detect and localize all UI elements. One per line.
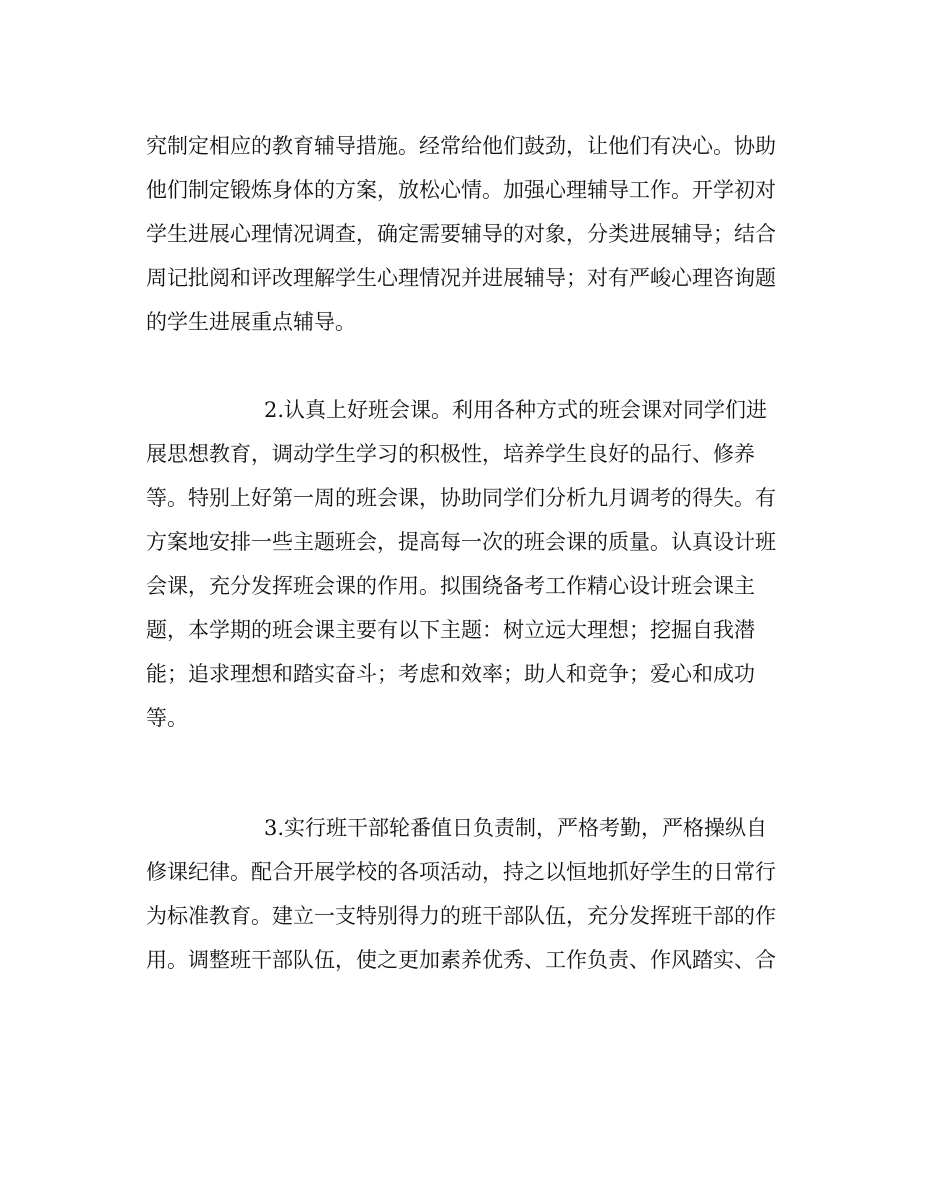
- paragraph-line: 他们制定锻炼身体的方案，放松心情。加强心理辅导工作。开学初对: [146, 178, 776, 202]
- paragraph-line: 学生进展心理情况调查，确定需要辅导的对象，分类进展辅导；结合: [146, 222, 776, 246]
- paragraph-line: 用。调整班干部队伍，使之更加素养优秀、工作负责、作风踏实、合: [146, 948, 776, 972]
- paragraph-line: 为标准教育。建立一支特别得力的班干部队伍，充分发挥班干部的作: [146, 904, 776, 928]
- paragraph-line: 究制定相应的教育辅导措施。经常给他们鼓劲，让他们有决心。协助: [146, 134, 776, 158]
- paragraph-line: 周记批阅和评改理解学生心理情况并进展辅导；对有严峻心理咨询题: [146, 266, 776, 290]
- paragraph-first-line: 2.认真上好班会课。利用各种方式的班会课对同学们进: [264, 398, 768, 422]
- paragraph-line: 展思想教育，调动学生学习的积极性，培养学生良好的品行、修养: [146, 442, 755, 466]
- paragraph-line: 等。特别上好第一周的班会课，协助同学们分析九月调考的得失。有: [146, 486, 776, 510]
- paragraph-line: 题，本学期的班会课主要有以下主题：树立远大理想；挖掘自我潜: [146, 618, 755, 642]
- paragraph-line: 方案地安排一些主题班会，提高每一次的班会课的质量。认真设计班: [146, 530, 776, 554]
- paragraph-line: 能；追求理想和踏实奋斗；考虑和效率；助人和竞争；爱心和成功: [146, 662, 755, 686]
- paragraph-line: 修课纪律。配合开展学校的各项活动，持之以恒地抓好学生的日常行: [146, 860, 776, 884]
- paragraph-line: 等。: [146, 706, 188, 730]
- paragraph-line: 会课，充分发挥班会课的作用。拟围绕备考工作精心设计班会课主: [146, 574, 755, 598]
- paragraph-3: [146, 806, 806, 982]
- paragraph-1: [146, 124, 806, 344]
- paragraph-line: 的学生进展重点辅导。: [146, 310, 356, 334]
- paragraph-2: [146, 388, 806, 740]
- paragraph-first-line: 3.实行班干部轮番值日负责制，严格考勤，严格操纵自: [264, 816, 768, 840]
